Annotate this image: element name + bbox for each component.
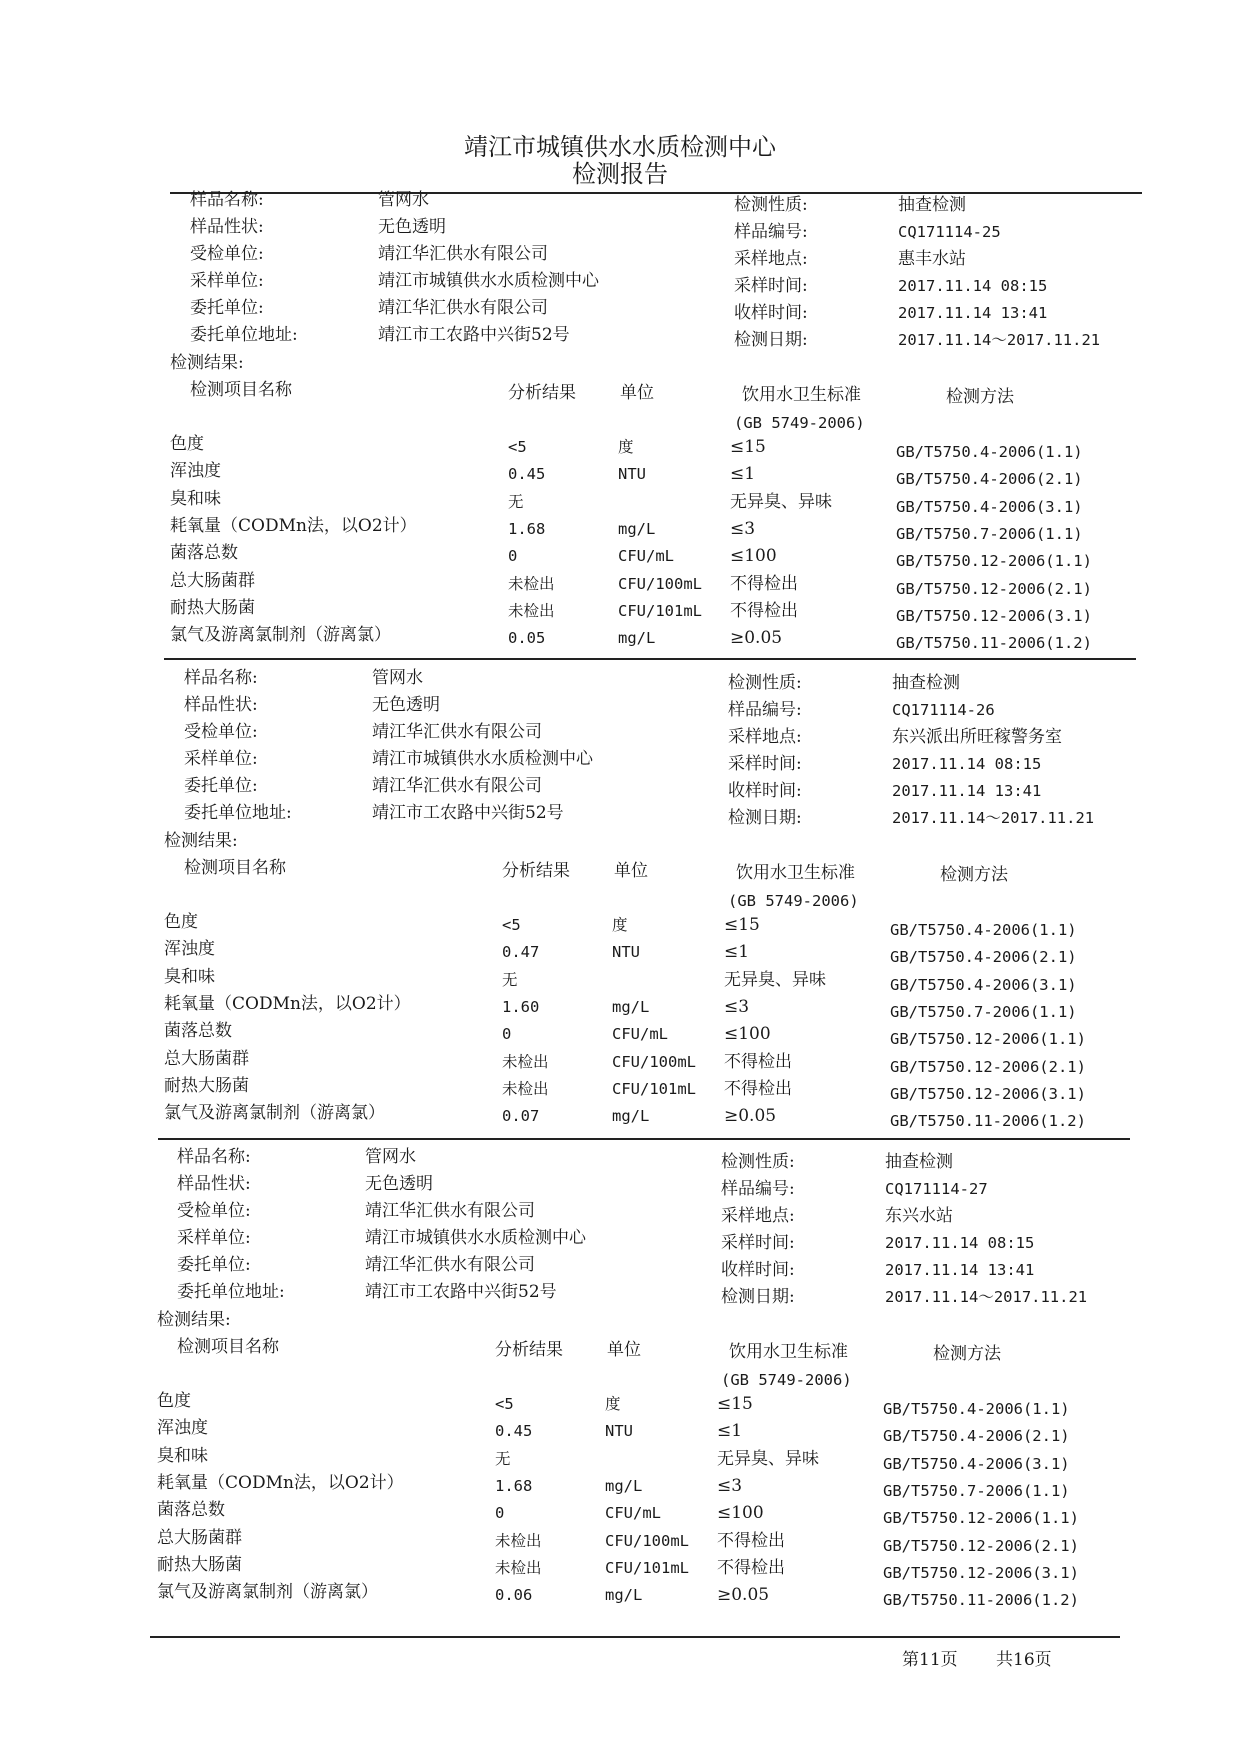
info-label: 检测性质: [728,673,802,693]
row-result: 未检出 [495,1558,542,1577]
row-item-name: 氯气及游离氯制剂（游离氯） [164,1103,385,1124]
row-method: GB/T5750.12-2006(3.1) [896,606,1092,625]
info-label: 检测日期: [728,808,802,828]
header-item-name: 检测项目名称 [190,380,292,400]
header-result: 分析结果 [495,1340,563,1360]
info-label: 委托单位地址: [190,325,298,345]
row-standard: 不得检出 [724,1051,792,1072]
info-label: 委托单位: [190,298,264,318]
row-standard: 无异臭、异味 [724,969,826,990]
info-label: 受检单位: [184,722,258,742]
info-value-sampling-unit: 靖江市城镇供水水质检测中心 [372,749,593,769]
row-unit: mg/L [612,1107,650,1126]
row-standard: ≤1 [730,464,756,485]
info-label: 采样单位: [184,749,258,769]
row-result: 无 [508,492,524,511]
row-item-name: 耐热大肠菌 [157,1554,242,1575]
row-item-name: 色度 [164,912,198,932]
row-method: GB/T5750.7-2006(1.1) [890,1002,1077,1021]
row-standard: 不得检出 [730,600,798,621]
row-standard: 不得检出 [724,1078,792,1099]
row-item-name: 浑浊度 [157,1418,208,1439]
info-label: 采样单位: [177,1228,251,1248]
row-method: GB/T5750.12-2006(1.1) [883,1509,1079,1528]
info-label: 委托单位地址: [184,803,292,823]
header-unit: 单位 [614,861,648,881]
row-standard: ≤3 [730,518,756,539]
row-result: 无 [502,970,518,989]
row-item-name: 耗氧量（CODMn法，以O2计） [170,515,417,536]
header-standard-code: (GB 5749-2006) [721,1371,852,1389]
row-standard: ≤15 [717,1394,753,1414]
row-result: 0.05 [508,629,546,648]
info-value-sample-name: 管网水 [378,190,429,210]
row-standard: ≤3 [717,1475,743,1496]
row-item-name: 臭和味 [157,1445,208,1466]
info-value-test-nature: 抽查检测 [898,195,966,215]
row-result: 0.47 [502,943,540,962]
info-value-test-nature: 抽查检测 [892,673,960,693]
report-title: 靖江市城镇供水水质检测中心 [464,133,776,161]
info-value-sample-property: 无色透明 [378,217,446,237]
info-label: 受检单位: [190,244,264,264]
row-standard: 不得检出 [717,1530,785,1551]
row-result: 未检出 [508,574,555,593]
row-result: 未检出 [495,1531,542,1550]
row-item-name: 菌落总数 [164,1021,232,1042]
row-unit: 度 [618,438,634,456]
info-value-test-date: 2017.11.14～2017.11.21 [885,1288,1088,1306]
row-unit: 度 [612,916,628,934]
row-item-name: 氯气及游离氯制剂（游离氯） [157,1582,378,1603]
row-standard: ≤3 [724,996,750,1017]
row-result: 1.68 [495,1476,533,1495]
row-result: 0.06 [495,1586,533,1605]
row-item-name: 总大肠菌群 [170,570,255,591]
row-unit: mg/L [605,1586,643,1605]
row-result: 未检出 [502,1079,549,1098]
info-label: 样品编号: [728,700,802,720]
row-unit: CFU/100mL [612,1052,696,1071]
info-value-receiving-time: 2017.11.14 13:41 [885,1261,1035,1279]
row-result: <5 [495,1395,514,1413]
row-method: GB/T5750.11-2006(1.2) [890,1112,1086,1131]
info-value-sampling-location: 东兴水站 [885,1206,953,1226]
info-value-client-unit: 靖江华汇供水有限公司 [372,776,542,796]
info-value-test-date: 2017.11.14～2017.11.21 [898,331,1101,349]
row-standard: 不得检出 [717,1557,785,1578]
row-method: GB/T5750.12-2006(3.1) [890,1084,1086,1103]
info-label: 委托单位: [177,1255,251,1275]
info-label: 收样时间: [728,781,802,801]
header-standard-code: (GB 5749-2006) [734,414,865,432]
row-result: 1.60 [502,997,540,1016]
row-method: GB/T5750.4-2006(2.1) [883,1427,1070,1446]
row-unit: 度 [605,1395,621,1413]
row-method: GB/T5750.12-2006(2.1) [883,1536,1079,1555]
header-standard: 饮用水卫生标准 [729,1342,848,1362]
row-method: GB/T5750.12-2006(2.1) [896,579,1092,598]
info-value-test-nature: 抽查检测 [885,1152,953,1172]
info-label: 样品性状: [190,217,264,237]
row-result: 未检出 [502,1052,549,1071]
info-label: 样品名称: [177,1147,251,1167]
row-item-name: 色度 [157,1391,191,1411]
info-label: 收样时间: [734,303,808,323]
info-label: 采样时间: [728,754,802,774]
row-item-name: 菌落总数 [157,1500,225,1521]
row-result: 0 [502,1025,512,1044]
row-result: 0.45 [508,465,546,484]
row-standard: ≤100 [724,1024,771,1045]
row-result: 未检出 [508,601,555,620]
header-unit: 单位 [620,383,654,403]
row-item-name: 氯气及游离氯制剂（游离氯） [170,625,391,646]
info-value-sampling-location: 东兴派出所旺稼警务室 [892,727,1062,747]
info-label: 采样地点: [721,1206,795,1226]
info-value-inspected-unit: 靖江华汇供水有限公司 [365,1201,535,1221]
info-label: 样品名称: [184,668,258,688]
row-method: GB/T5750.4-2006(2.1) [890,948,1077,967]
info-value-inspected-unit: 靖江华汇供水有限公司 [378,244,548,264]
info-label: 采样地点: [728,727,802,747]
row-method: GB/T5750.7-2006(1.1) [883,1481,1070,1500]
row-item-name: 臭和味 [164,966,215,987]
row-standard: ≤1 [717,1421,743,1442]
row-unit: CFU/100mL [605,1531,689,1550]
page-total: 共16页 [996,1650,1052,1670]
info-value-sample-name: 管网水 [372,668,423,688]
report-subtitle: 检测报告 [572,160,668,188]
row-unit: CFU/101mL [612,1079,696,1098]
row-method: GB/T5750.11-2006(1.2) [896,634,1092,653]
row-method: GB/T5750.12-2006(2.1) [890,1057,1086,1076]
row-result: 0 [508,547,518,566]
row-unit: CFU/mL [612,1025,668,1044]
row-standard: 不得检出 [730,573,798,594]
row-unit: CFU/mL [618,547,674,566]
info-label: 样品编号: [721,1179,795,1199]
header-method: 检测方法 [940,865,1008,885]
row-item-name: 耗氧量（CODMn法，以O2计） [164,993,411,1014]
info-label: 采样时间: [721,1233,795,1253]
header-unit: 单位 [607,1340,641,1360]
row-standard: ≤15 [730,437,766,457]
header-result: 分析结果 [508,383,576,403]
row-item-name: 耐热大肠菌 [164,1075,249,1096]
row-method: GB/T5750.12-2006(1.1) [890,1030,1086,1049]
info-label: 委托单位地址: [177,1282,285,1302]
row-item-name: 浑浊度 [170,461,221,482]
row-item-name: 耗氧量（CODMn法，以O2计） [157,1472,404,1493]
test-results-label: 检测结果: [170,353,244,373]
row-standard: ≤1 [724,942,750,963]
info-value-sample-number: CQ171114-26 [892,701,995,719]
row-unit: mg/L [618,519,656,538]
header-item-name: 检测项目名称 [184,858,286,878]
info-value-sampling-unit: 靖江市城镇供水水质检测中心 [365,1228,586,1248]
info-label: 采样地点: [734,249,808,269]
row-method: GB/T5750.4-2006(2.1) [896,470,1083,489]
row-unit: CFU/101mL [618,601,702,620]
info-label: 样品名称: [190,190,264,210]
row-method: GB/T5750.11-2006(1.2) [883,1591,1079,1610]
row-standard: ≤15 [724,915,760,935]
row-unit: mg/L [618,629,656,648]
info-label: 检测性质: [721,1152,795,1172]
header-standard: 饮用水卫生标准 [742,385,861,405]
info-value-sampling-time: 2017.11.14 08:15 [885,1234,1035,1252]
row-unit: CFU/101mL [605,1558,689,1577]
info-label: 检测日期: [721,1287,795,1307]
row-method: GB/T5750.4-2006(1.1) [896,443,1083,461]
info-value-sample-name: 管网水 [365,1147,416,1167]
row-method: GB/T5750.4-2006(1.1) [890,921,1077,939]
info-label: 受检单位: [177,1201,251,1221]
info-label: 委托单位: [184,776,258,796]
header-item-name: 检测项目名称 [177,1337,279,1357]
info-label: 样品性状: [184,695,258,715]
row-method: GB/T5750.7-2006(1.1) [896,524,1083,543]
row-item-name: 耐热大肠菌 [170,597,255,618]
row-standard: 无异臭、异味 [730,491,832,512]
info-value-sampling-time: 2017.11.14 08:15 [892,755,1042,773]
row-method: GB/T5750.4-2006(3.1) [883,1454,1070,1473]
row-method: GB/T5750.12-2006(3.1) [883,1563,1079,1582]
row-result: <5 [502,916,521,934]
row-method: GB/T5750.12-2006(1.1) [896,552,1092,571]
info-value-test-date: 2017.11.14～2017.11.21 [892,809,1095,827]
row-result: 0.07 [502,1107,540,1126]
row-unit: NTU [618,465,646,484]
info-value-sampling-location: 惠丰水站 [898,249,966,269]
row-unit: mg/L [605,1476,643,1495]
header-method: 检测方法 [946,387,1014,407]
row-unit: NTU [612,943,640,962]
info-value-client-address: 靖江市工农路中兴街52号 [378,325,570,345]
info-value-receiving-time: 2017.11.14 13:41 [892,782,1042,800]
info-value-client-unit: 靖江华汇供水有限公司 [378,298,548,318]
info-value-client-address: 靖江市工农路中兴街52号 [365,1282,557,1302]
row-result: <5 [508,438,527,456]
info-label: 样品编号: [734,222,808,242]
info-value-inspected-unit: 靖江华汇供水有限公司 [372,722,542,742]
row-item-name: 浑浊度 [164,939,215,960]
row-unit: CFU/100mL [618,574,702,593]
info-value-sample-number: CQ171114-25 [898,223,1001,241]
info-label: 检测性质: [734,195,808,215]
row-standard: ≥0.05 [724,1106,777,1127]
page-number: 第11页 [902,1650,958,1670]
row-item-name: 臭和味 [170,488,221,509]
row-item-name: 菌落总数 [170,543,238,564]
header-method: 检测方法 [933,1344,1001,1364]
header-result: 分析结果 [502,861,570,881]
row-method: GB/T5750.4-2006(3.1) [896,497,1083,516]
info-value-sampling-time: 2017.11.14 08:15 [898,277,1048,295]
info-label: 采样时间: [734,276,808,296]
row-result: 无 [495,1449,511,1468]
info-value-client-address: 靖江市工农路中兴街52号 [372,803,564,823]
row-result: 0 [495,1504,505,1523]
row-unit: mg/L [612,997,650,1016]
info-value-sample-property: 无色透明 [372,695,440,715]
row-unit: NTU [605,1422,633,1441]
header-standard: 饮用水卫生标准 [736,863,855,883]
row-standard: ≤100 [730,546,777,567]
info-value-sampling-unit: 靖江市城镇供水水质检测中心 [378,271,599,291]
row-standard: ≤100 [717,1503,764,1524]
info-label: 样品性状: [177,1174,251,1194]
row-item-name: 总大肠菌群 [164,1048,249,1069]
info-value-sample-number: CQ171114-27 [885,1180,988,1198]
row-standard: ≥0.05 [730,628,783,649]
row-standard: 无异臭、异味 [717,1448,819,1469]
row-standard: ≥0.05 [717,1585,770,1606]
test-results-label: 检测结果: [157,1310,231,1330]
info-value-receiving-time: 2017.11.14 13:41 [898,304,1048,322]
row-method: GB/T5750.4-2006(1.1) [883,1400,1070,1418]
info-value-sample-property: 无色透明 [365,1174,433,1194]
header-standard-code: (GB 5749-2006) [728,892,859,910]
info-value-client-unit: 靖江华汇供水有限公司 [365,1255,535,1275]
row-item-name: 总大肠菌群 [157,1527,242,1548]
info-label: 采样单位: [190,271,264,291]
test-results-label: 检测结果: [164,831,238,851]
row-method: GB/T5750.4-2006(3.1) [890,975,1077,994]
row-item-name: 色度 [170,434,204,454]
info-label: 收样时间: [721,1260,795,1280]
row-result: 0.45 [495,1422,533,1441]
row-unit: CFU/mL [605,1504,661,1523]
row-result: 1.68 [508,519,546,538]
info-label: 检测日期: [734,330,808,350]
